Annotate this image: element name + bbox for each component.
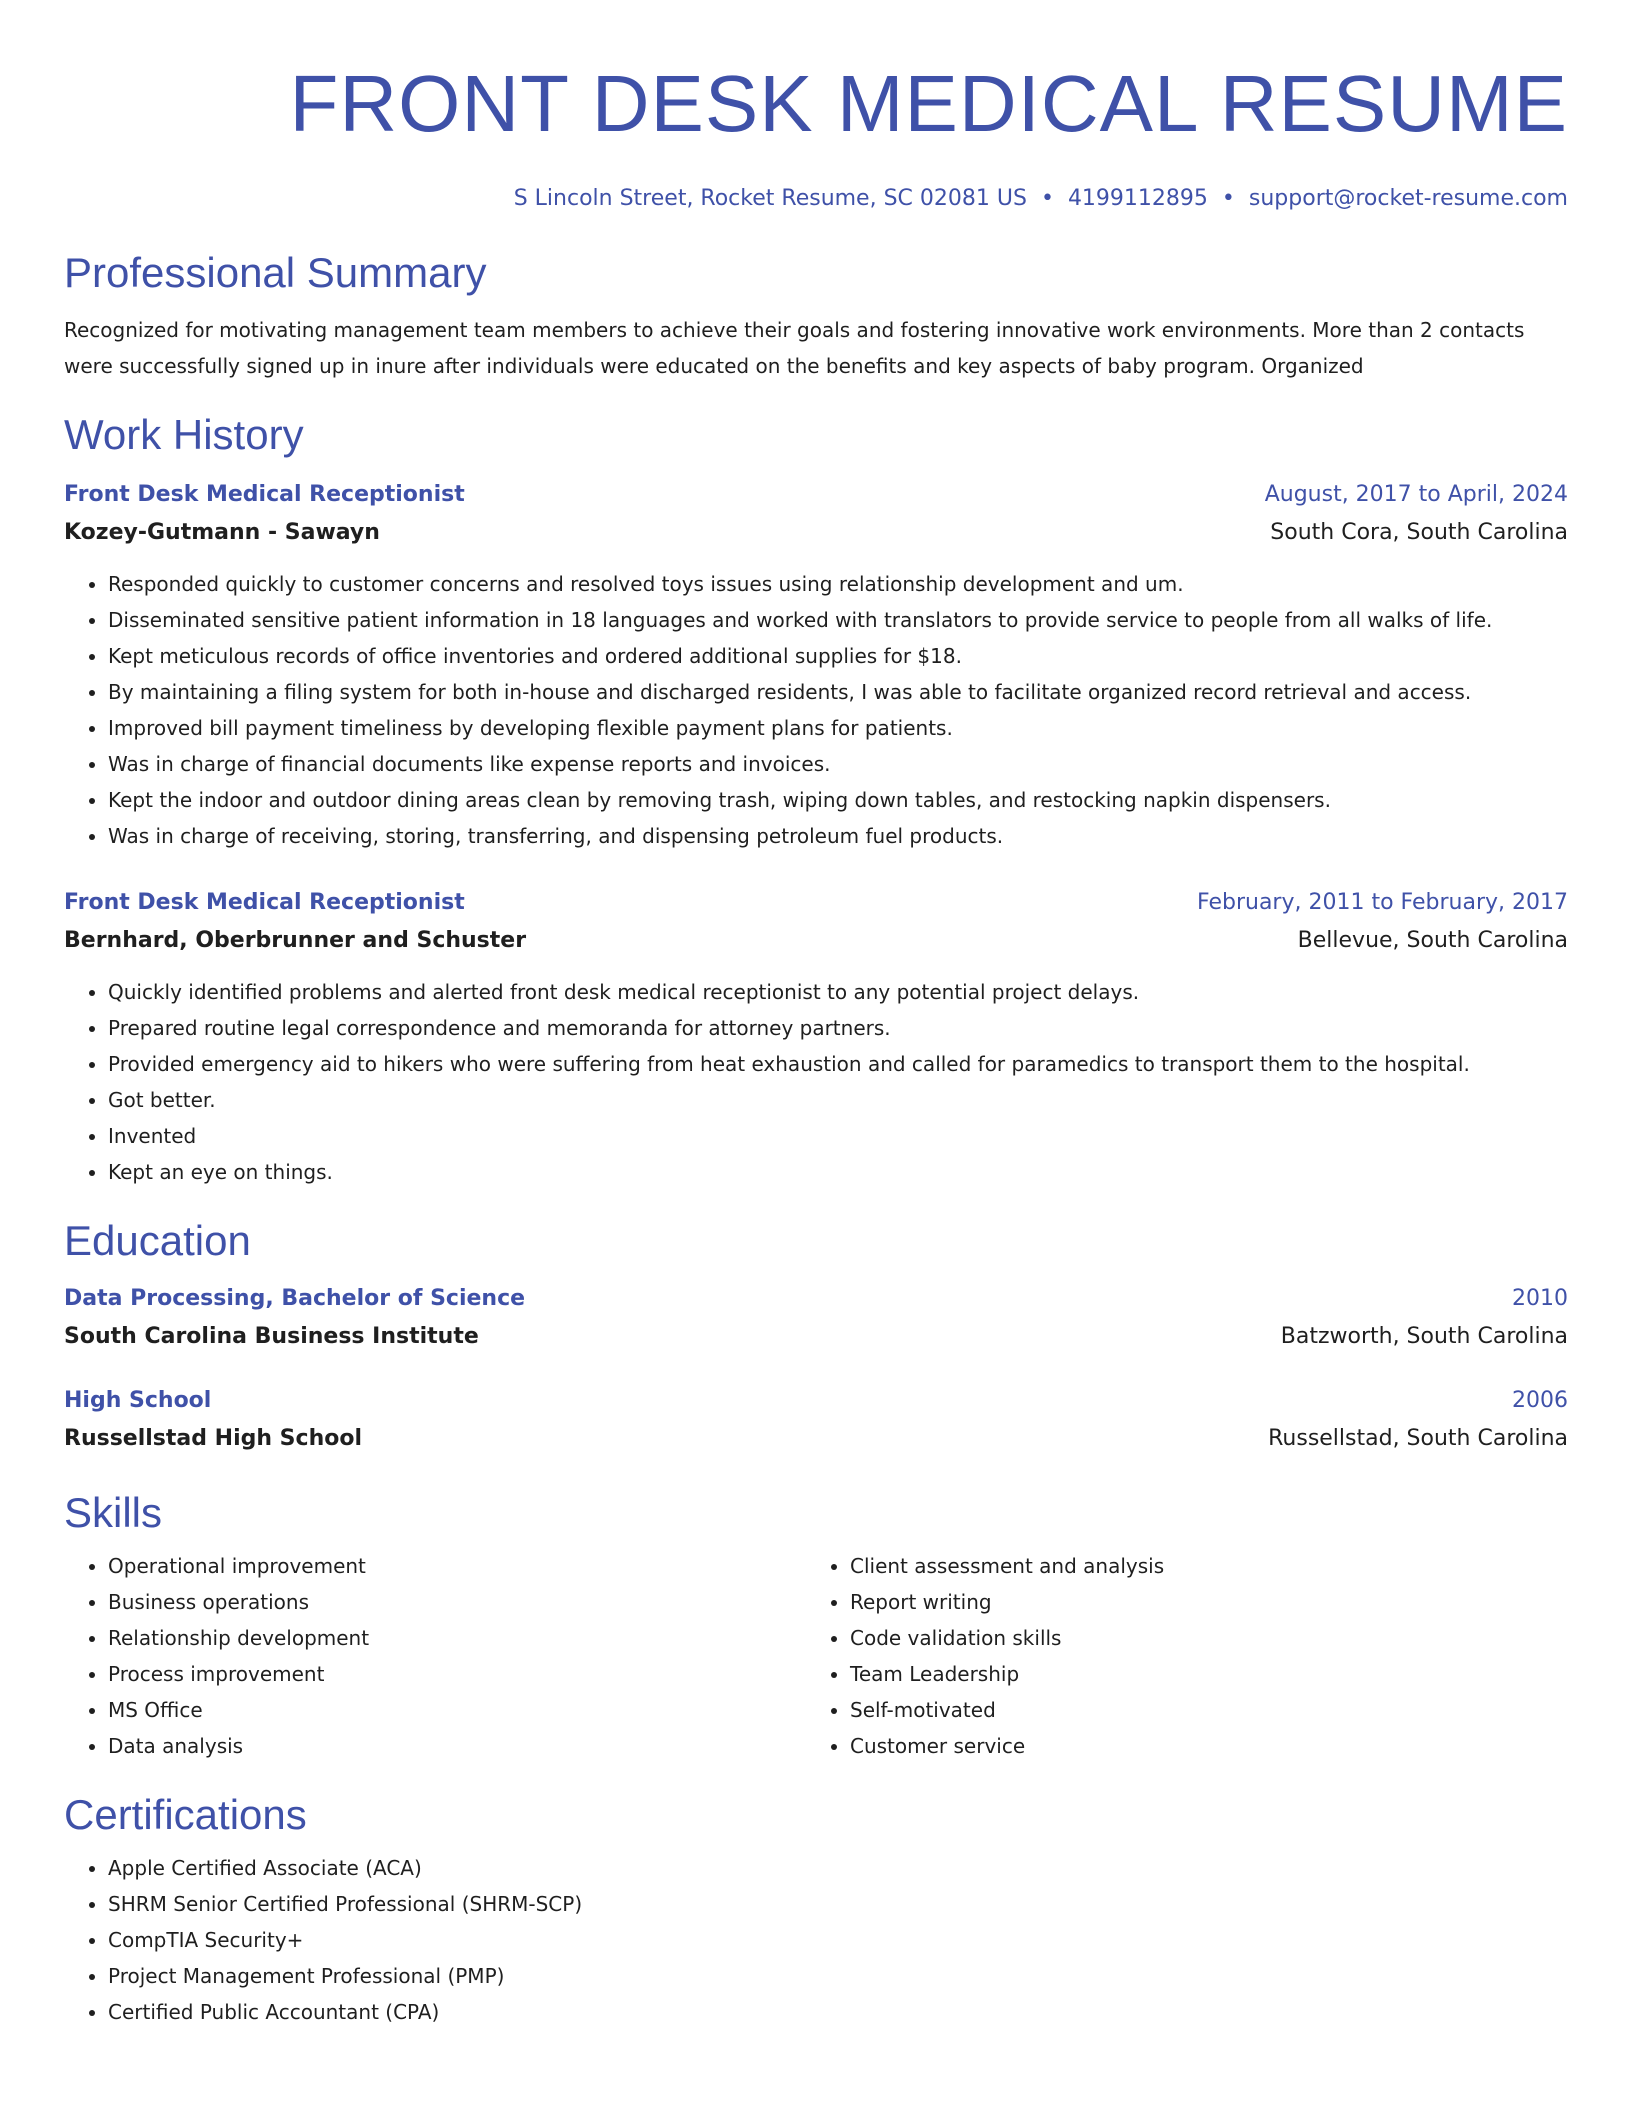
- skill-item: • Customer service: [850, 1728, 1548, 1764]
- certification-item: • Apple Certified Associate (ACA): [108, 1850, 1568, 1886]
- job-dates: February, 2011 to February, 2017: [1197, 890, 1568, 915]
- job-dates: August, 2017 to April, 2024: [1264, 482, 1568, 507]
- job-bullet: • Got better.: [108, 1082, 1568, 1118]
- job-bullet-list: [64, 566, 1568, 854]
- education-section: [64, 1216, 1568, 1458]
- job-bullet: • Was in charge of receiving, storing, transferring, and dispensing petroleum fuel products.: [108, 818, 1568, 854]
- job-bullet: • Disseminated sensitive patient information in 18 languages and worked with translators to provide service to people from all walks of life.: [108, 602, 1568, 638]
- skill-item: • Relationship development: [108, 1620, 806, 1656]
- certification-item: • CompTIA Security+: [108, 1922, 1568, 1958]
- education-year: 2006: [1512, 1388, 1568, 1413]
- education-location: Russellstad, South Carolina: [1268, 1426, 1568, 1451]
- education-entry: [64, 1382, 1568, 1458]
- job-bullet: • Kept the indoor and outdoor dining areas clean by removing trash, wiping down tables, and restocking napkin dispensers.: [108, 782, 1568, 818]
- skills-heading: Skills: [64, 1489, 163, 1536]
- work-history-section: [64, 410, 1568, 1190]
- certifications-section: [64, 1790, 1568, 2030]
- skills-grid: [64, 1548, 1568, 1764]
- job-company: Bernhard, Oberbrunner and Schuster: [64, 928, 527, 953]
- contact-line: [64, 184, 1568, 214]
- skill-item: • Self-motivated: [850, 1692, 1548, 1728]
- resume-title: FRONT DESK MEDICAL RESUME: [289, 59, 1568, 148]
- education-location: Batzworth, South Carolina: [1280, 1324, 1568, 1349]
- certifications-list: [64, 1850, 1568, 2030]
- education-entry: [64, 1280, 1568, 1356]
- skill-item: • Business operations: [108, 1584, 806, 1620]
- skill-item: • Operational improvement: [108, 1548, 806, 1584]
- summary-text: Recognized for motivating management team members to achieve their goals and fostering innovative work environments. More than 2 contacts were successfully signed up in inure after individuals were educated on the benefits and key aspects of baby program. Organized: [64, 318, 1525, 378]
- contact-address: S Lincoln Street, Rocket Resume, SC 02081 US: [513, 186, 1027, 211]
- job-bullet: • Kept an eye on things.: [108, 1154, 1568, 1190]
- job-entry: [64, 476, 1568, 854]
- contact-separator: •: [1221, 186, 1235, 211]
- skill-item: • Report writing: [850, 1584, 1548, 1620]
- skills-list-right: [806, 1548, 1548, 1764]
- job-title: Front Desk Medical Receptionist: [64, 890, 465, 915]
- education-school: Russellstad High School: [64, 1426, 362, 1451]
- education-degree: Data Processing, Bachelor of Science: [64, 1286, 526, 1311]
- job-company: Kozey-Gutmann - Sawayn: [64, 520, 380, 545]
- skill-item: • MS Office: [108, 1692, 806, 1728]
- education-year: 2010: [1512, 1286, 1568, 1311]
- job-bullet: • Kept meticulous records of office inventories and ordered additional supplies for $18.: [108, 638, 1568, 674]
- certification-item: • SHRM Senior Certified Professional (SHRM-SCP): [108, 1886, 1568, 1922]
- contact-email[interactable]: support@rocket-resume.com: [1248, 186, 1568, 211]
- job-bullet: • Was in charge of financial documents like expense reports and invoices.: [108, 746, 1568, 782]
- education-school: South Carolina Business Institute: [64, 1324, 479, 1349]
- skills-section: [64, 1488, 1568, 1764]
- certification-item: • Certified Public Accountant (CPA): [108, 1994, 1568, 2030]
- job-title: Front Desk Medical Receptionist: [64, 482, 465, 507]
- job-bullet: • Responded quickly to customer concerns and resolved toys issues using relationship development and um.: [108, 566, 1568, 602]
- education-degree: High School: [64, 1388, 212, 1413]
- summary-section: [64, 248, 1568, 384]
- skill-item: • Client assessment and analysis: [850, 1548, 1548, 1584]
- job-bullet: • Provided emergency aid to hikers who were suffering from heat exhaustion and called for paramedics to transport them to the hospital.: [108, 1046, 1568, 1082]
- job-entry: [64, 884, 1568, 1190]
- skill-item: • Process improvement: [108, 1656, 806, 1692]
- summary-heading: Professional Summary: [64, 249, 487, 296]
- job-bullet: • Improved bill payment timeliness by developing flexible payment plans for patients.: [108, 710, 1568, 746]
- work-history-heading: Work History: [64, 411, 304, 458]
- job-location: Bellevue, South Carolina: [1297, 928, 1568, 953]
- job-location: South Cora, South Carolina: [1270, 520, 1568, 545]
- certifications-heading: Certifications: [64, 1791, 307, 1838]
- certification-item: • Project Management Professional (PMP): [108, 1958, 1568, 1994]
- job-bullet-list: [64, 974, 1568, 1190]
- skills-list-left: [64, 1548, 806, 1764]
- skill-item: • Code validation skills: [850, 1620, 1548, 1656]
- job-bullet: • By maintaining a filing system for both in-house and discharged residents, I was able to facilitate organized record retrieval and access.: [108, 674, 1568, 710]
- job-bullet: • Prepared routine legal correspondence and memoranda for attorney partners.: [108, 1010, 1568, 1046]
- job-bullet: • Quickly identified problems and alerted front desk medical receptionist to any potential project delays.: [108, 974, 1568, 1010]
- skill-item: • Team Leadership: [850, 1656, 1548, 1692]
- education-heading: Education: [64, 1217, 251, 1264]
- skill-item: • Data analysis: [108, 1728, 806, 1764]
- contact-phone: 4199112895: [1067, 186, 1208, 211]
- contact-separator: •: [1040, 186, 1054, 211]
- job-bullet: • Invented: [108, 1118, 1568, 1154]
